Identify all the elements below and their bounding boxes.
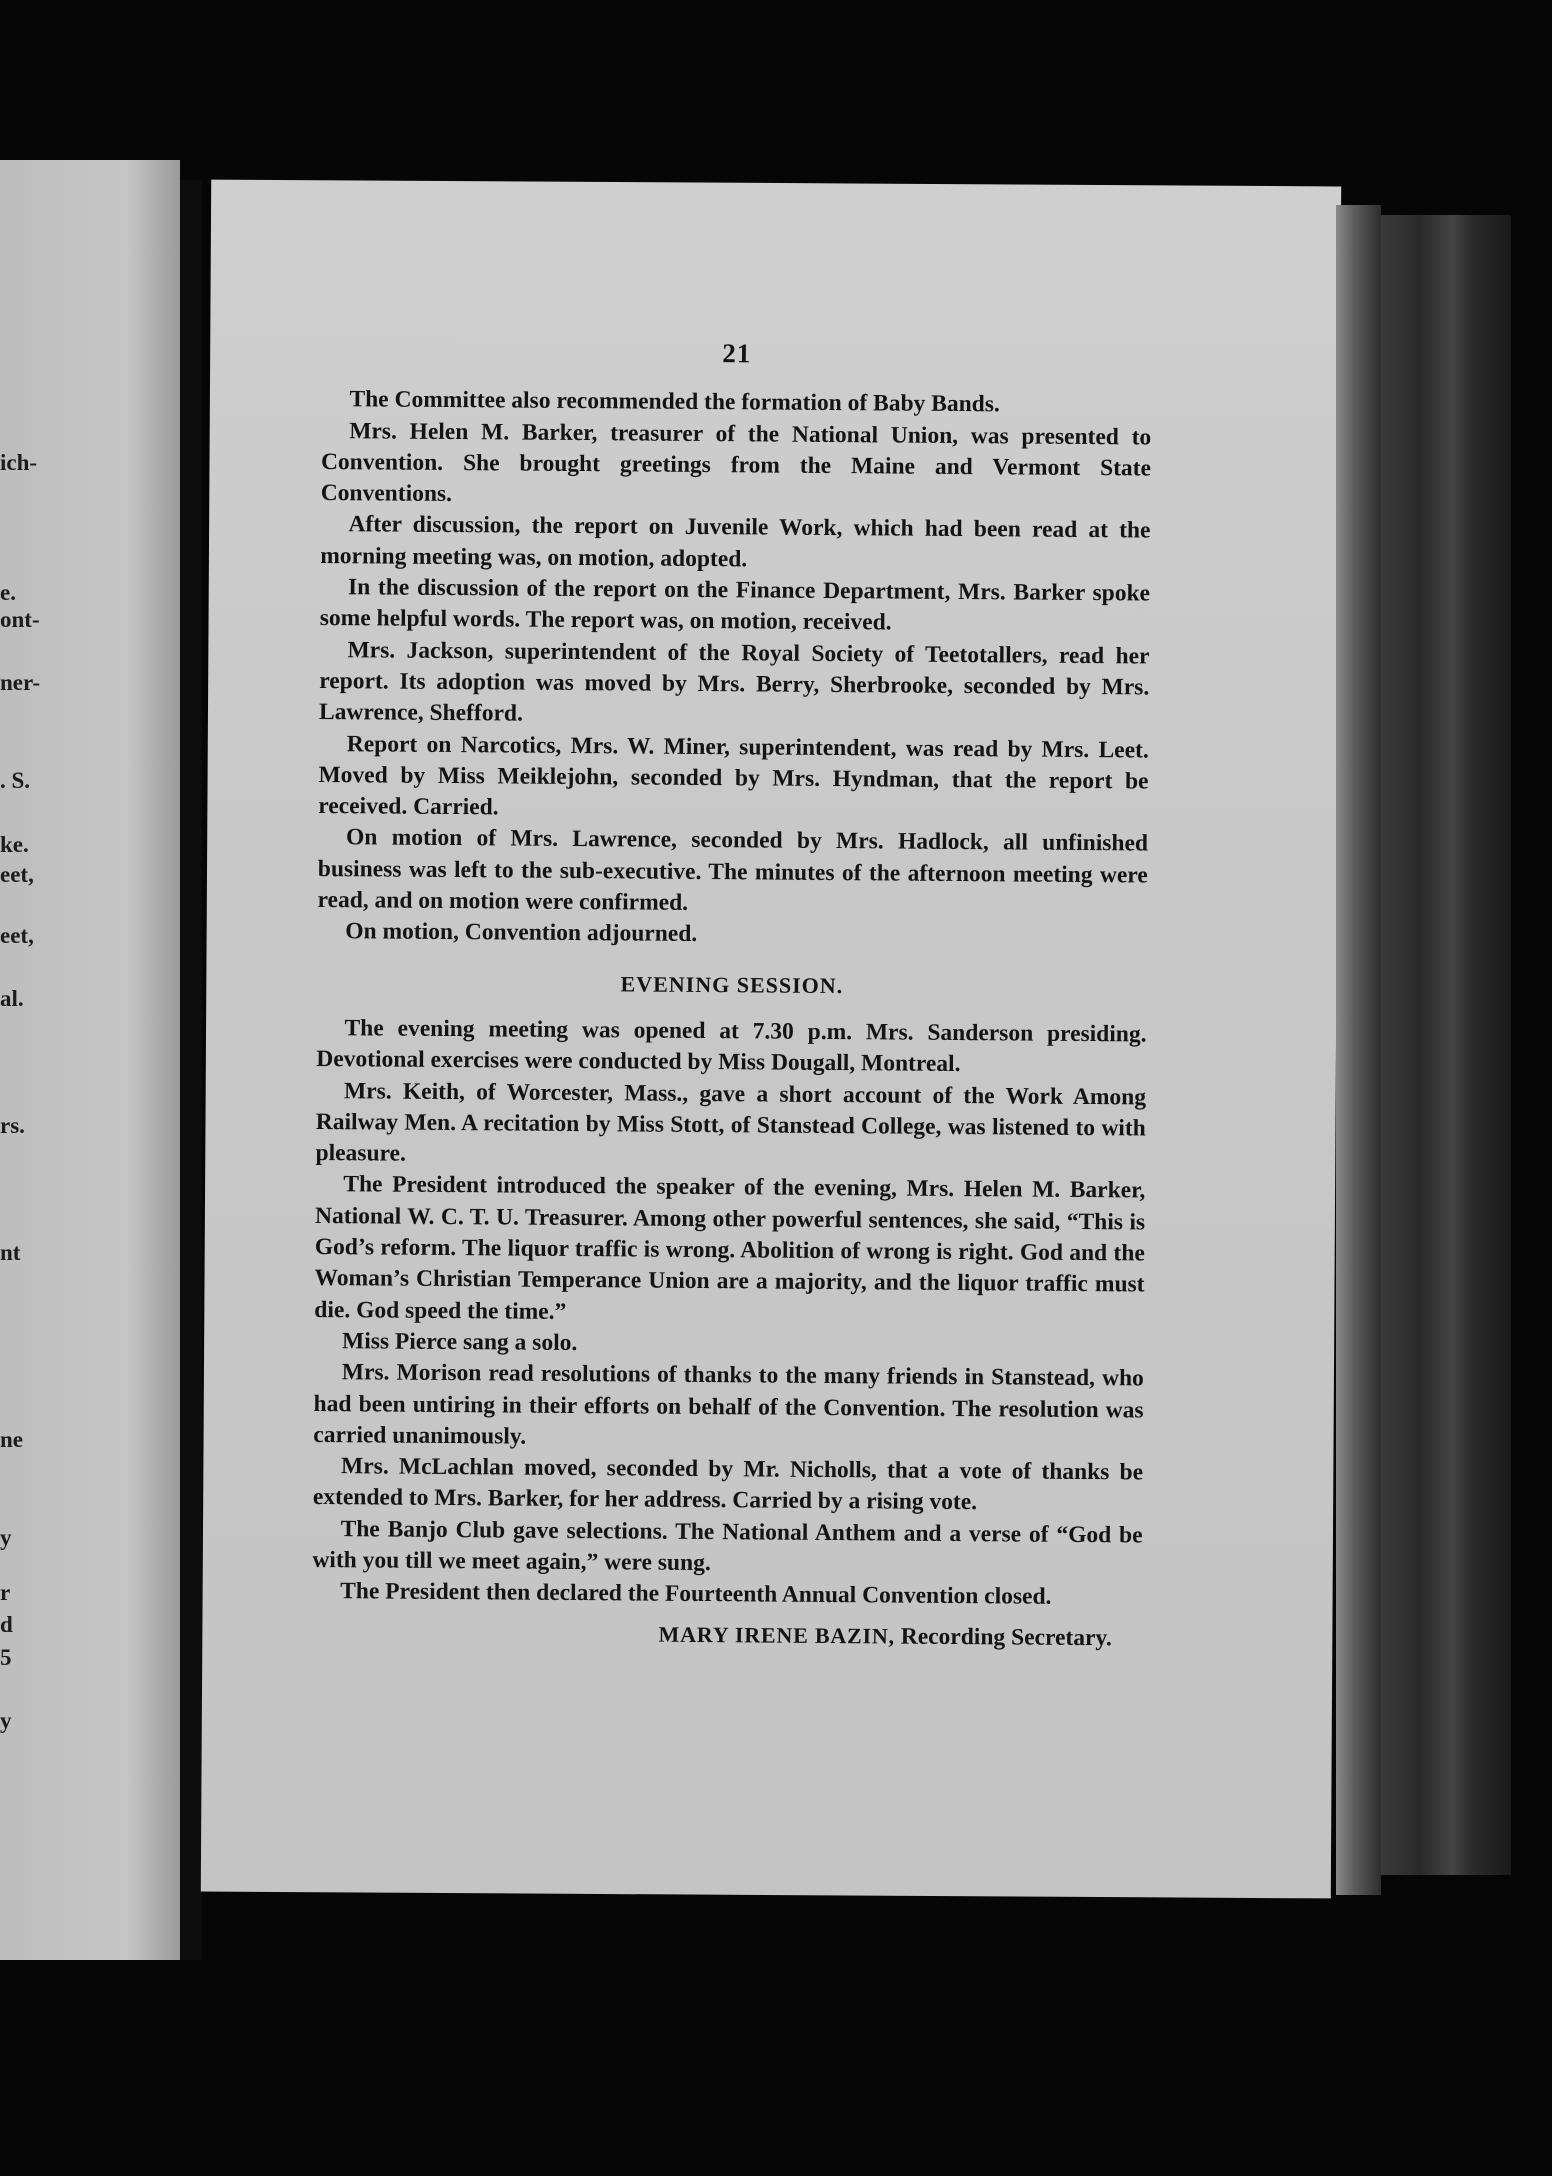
paragraph: Mrs. Jackson, superintendent of the Royal Society of Teetotallers, read her report. Its adoption was moved by Mrs. Berry, Sherbrooke, seconded by Mrs. Lawrence, Shefford. bbox=[318, 636, 1150, 727]
paragraph: Mrs. Morison read resolutions of thanks to the many friends in Stanstead, who had been untiring in their efforts on behalf of the Convention. The resolution was carried unanimously. bbox=[313, 1359, 1144, 1450]
signature-name: MARY IRENE BAZIN, bbox=[658, 1621, 896, 1649]
paragraph: Miss Pierce sang a solo. bbox=[341, 1328, 578, 1356]
paragraph: Report on Narcotics, Mrs. W. Miner, superintendent, was read by Mrs. Leet. Moved by Miss Meiklejohn, seconded by Mrs. Hyndman, that the report be received. Carried. bbox=[318, 730, 1149, 821]
left-page-fragment: eet, bbox=[0, 923, 34, 948]
paragraph: Mrs. McLachlan moved, seconded by Mr. Nicholls, that a vote of thanks be extended to Mrs. Barker, for her address. Carried by a rising vote. bbox=[312, 1453, 1144, 1516]
paragraph: Mrs. Keith, of Worcester, Mass., gave a short account of the Work Among Railway Men. A recitation by Miss Stott, of Stanstead College, was listened to with pleasure. bbox=[315, 1077, 1147, 1167]
left-page-fragment: e. bbox=[0, 580, 16, 605]
left-page-fragment: 5 bbox=[0, 1645, 12, 1670]
page-number: 21 bbox=[722, 338, 752, 369]
left-page-fragment: ont- bbox=[0, 607, 40, 632]
section-heading: EVENING SESSION. bbox=[620, 971, 844, 998]
left-page-fragment: eet, bbox=[0, 862, 34, 887]
paragraph: The evening meeting was opened at 7.30 p.m. Mrs. Sanderson presiding. Devotional exercises were conducted by Miss Dougall, Montreal. bbox=[316, 1015, 1147, 1078]
paragraph: In the discussion of the report on the Finance Department, Mrs. Barker spoke some helpful words. The report was, on motion, received. bbox=[319, 574, 1151, 636]
paragraph: On motion of Mrs. Lawrence, seconded by Mrs. Hadlock, all unfinished business was left to the sub-executive. The minutes of the afternoon meeting were read, and on motion were confirmed. bbox=[317, 824, 1149, 916]
left-page-fragment: rs. bbox=[0, 1113, 25, 1138]
book-block bbox=[1381, 215, 1511, 1875]
left-page-fragment: nt bbox=[0, 1240, 21, 1265]
left-page-fragment: d bbox=[0, 1612, 13, 1637]
paragraph: The Banjo Club gave selections. The National Anthem and a verse of “God be with you till we meet again,” were sung. bbox=[312, 1515, 1143, 1577]
left-page-fragment: ke. bbox=[0, 832, 29, 857]
gutter-shadow bbox=[180, 180, 202, 1960]
paragraph: The President then declared the Fourteenth Annual Convention closed. bbox=[340, 1578, 1052, 1611]
paragraph: The President introduced the speaker of the evening, Mrs. Helen M. Barker, National W. C. T. U. Treasurer. Among other powerful sentences, she said, “This is God’s reform. The liquor traffic is wrong. Abolition of wrong is right. God and the Woman’s Christian Temperance Union are a majority, and the liquor traffic must die. God speed the time.” bbox=[314, 1171, 1146, 1325]
signature bbox=[312, 1616, 1142, 1655]
paragraph: Mrs. Helen M. Barker, treasurer of the National Union, was presented to Convention. She brought greetings from the Maine and Vermont State Conventions. bbox=[320, 417, 1152, 508]
paragraph: On motion, Convention adjourned. bbox=[345, 918, 698, 948]
page-text bbox=[312, 335, 1152, 1654]
page-edge bbox=[1336, 205, 1381, 1895]
left-page-fragment: y bbox=[0, 1708, 12, 1733]
left-page-fragment: y bbox=[0, 1525, 12, 1550]
left-page-fragment: ne bbox=[0, 1427, 23, 1452]
left-page bbox=[0, 160, 180, 1960]
left-page-fragment: al. bbox=[0, 986, 24, 1011]
paragraph: The Committee also recommended the formation of Baby Bands. bbox=[349, 386, 1000, 418]
left-page-fragment: ich- bbox=[0, 450, 38, 475]
left-page-fragment: . S. bbox=[0, 768, 31, 793]
paragraph: After discussion, the report on Juvenile Work, which had been read at the morning meeting was, on motion, adopted. bbox=[320, 511, 1151, 573]
signature-title: Recording Secretary. bbox=[900, 1623, 1112, 1651]
left-page-fragment: r bbox=[0, 1580, 11, 1605]
left-page-fragment: ner- bbox=[0, 670, 41, 695]
